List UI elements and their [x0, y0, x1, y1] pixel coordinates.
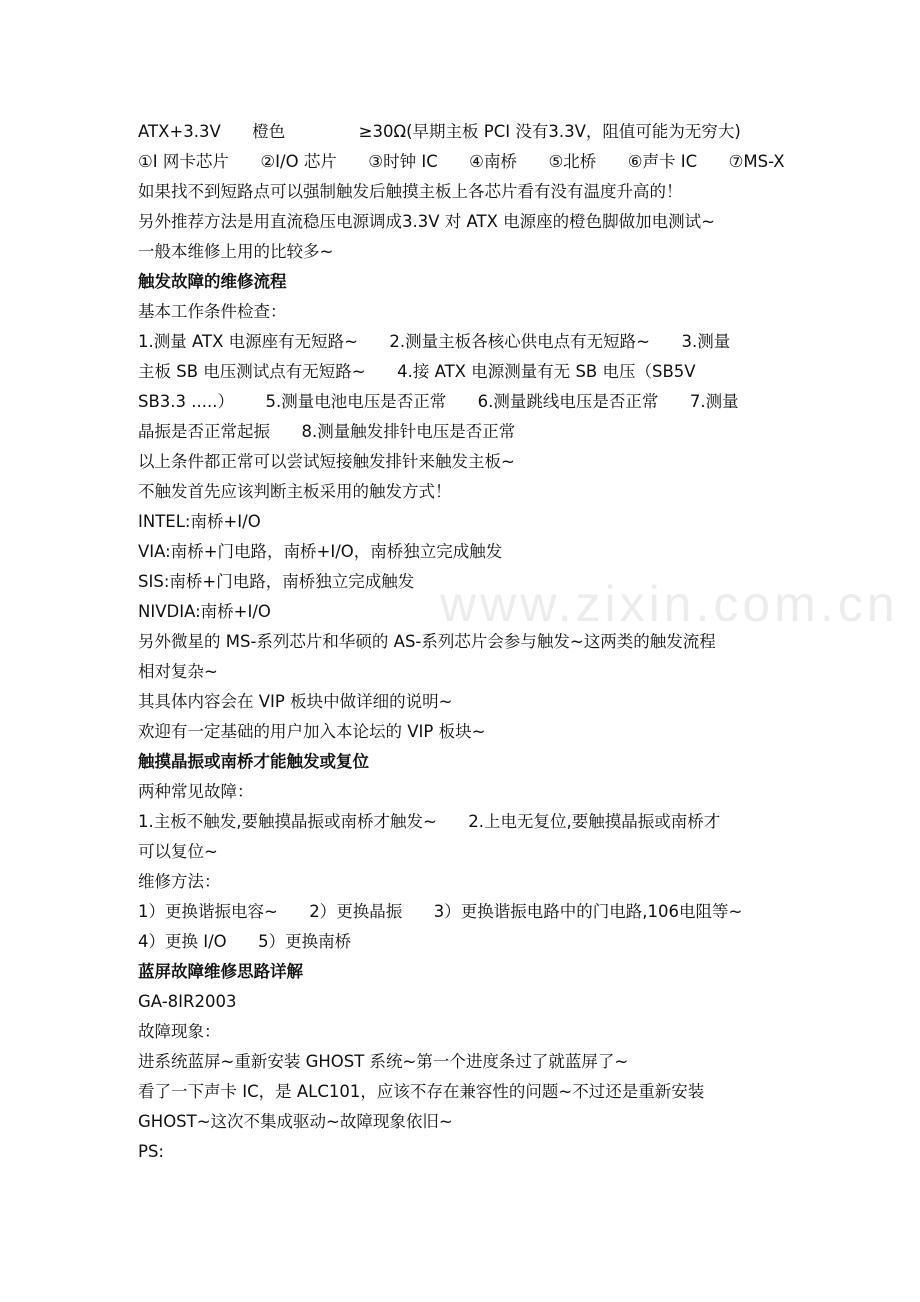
- text-line: 如果找不到短路点可以强制触发后触摸主板上各芯片看有没有温度升高的！: [138, 182, 683, 201]
- text-line: 1.测量 ATX 电源座有无短路~ 2.测量主板各核心供电点有无短路~ 3.测量: [138, 332, 731, 351]
- section-heading: 触发故障的维修流程: [138, 272, 287, 291]
- text-line: SB3.3 .....） 5.测量电池电压是否正常 6.测量跳线电压是否正常 7.测量: [138, 392, 739, 411]
- text-line: 一般本维修上用的比较多~: [138, 242, 334, 261]
- text-line: 可以复位~: [138, 842, 218, 861]
- text-line: 故障现象：: [138, 1022, 221, 1041]
- text-line: GHOST~这次不集成驱动~故障现象依旧~: [138, 1112, 453, 1131]
- text-line: 以上条件都正常可以尝试短接触发排针来触发主板~: [138, 452, 515, 471]
- text-line: 其具体内容会在 VIP 板块中做详细的说明~: [138, 692, 453, 711]
- text-line: 1.主板不触发,要触摸晶振或南桥才触发~ 2.上电无复位,要触摸晶振或南桥才: [138, 812, 721, 831]
- text-line: 相对复杂~: [138, 662, 218, 681]
- text-line: VIA:南桥+门电路，南桥+I/O，南桥独立完成触发: [138, 542, 503, 561]
- section-heading: 蓝屏故障维修思路详解: [138, 962, 303, 981]
- text-line: ①I 网卡芯片 ②I/O 芯片 ③时钟 IC ④南桥 ⑤北桥 ⑥声卡 IC ⑦MS-X: [138, 152, 785, 171]
- watermark: www.zixin.com.cn: [440, 576, 899, 632]
- text-line: 主板 SB 电压测试点有无短路~ 4.接 ATX 电源测量有无 SB 电压（SB5V: [138, 362, 696, 381]
- text-line: ATX+3.3V 橙色 ≥30Ω(早期主板 PCI 没有3.3V，阻值可能为无穷大): [138, 122, 741, 141]
- text-line: 进系统蓝屏~重新安装 GHOST 系统~第一个进度条过了就蓝屏了~: [138, 1052, 629, 1071]
- text-line: GA-8IR2003: [138, 992, 237, 1011]
- document-body: [138, 117, 878, 1167]
- text-line: 1）更换谐振电容~ 2）更换晶振 3）更换谐振电路中的门电路,106电阻等~: [138, 902, 743, 921]
- text-line: INTEL:南桥+I/O: [138, 512, 261, 531]
- text-line: SIS:南桥+门电路，南桥独立完成触发: [138, 572, 415, 591]
- text-line: 看了一下声卡 IC，是 ALC101，应该不存在兼容性的问题~不过还是重新安装: [138, 1082, 705, 1101]
- text-line: 4）更换 I/O 5）更换南桥: [138, 932, 352, 951]
- text-line: 晶振是否正常起振 8.测量触发排针电压是否正常: [138, 422, 516, 441]
- text-line: 不触发首先应该判断主板采用的触发方式！: [138, 482, 452, 501]
- text-line: 两种常见故障：: [138, 782, 254, 801]
- text-line: 欢迎有一定基础的用户加入本论坛的 VIP 板块~: [138, 722, 486, 741]
- text-line: NIVDIA:南桥+I/O: [138, 602, 271, 621]
- text-line: 基本工作条件检查：: [138, 302, 287, 321]
- text-line: 另外推荐方法是用直流稳压电源调成3.3V 对 ATX 电源座的橙色脚做加电测试~: [138, 212, 715, 231]
- text-line: 维修方法：: [138, 872, 221, 891]
- text-line: PS:: [138, 1142, 164, 1161]
- section-heading: 触摸晶振或南桥才能触发或复位: [138, 752, 369, 771]
- text-line: 另外微星的 MS-系列芯片和华硕的 AS-系列芯片会参与触发~这两类的触发流程: [138, 632, 716, 651]
